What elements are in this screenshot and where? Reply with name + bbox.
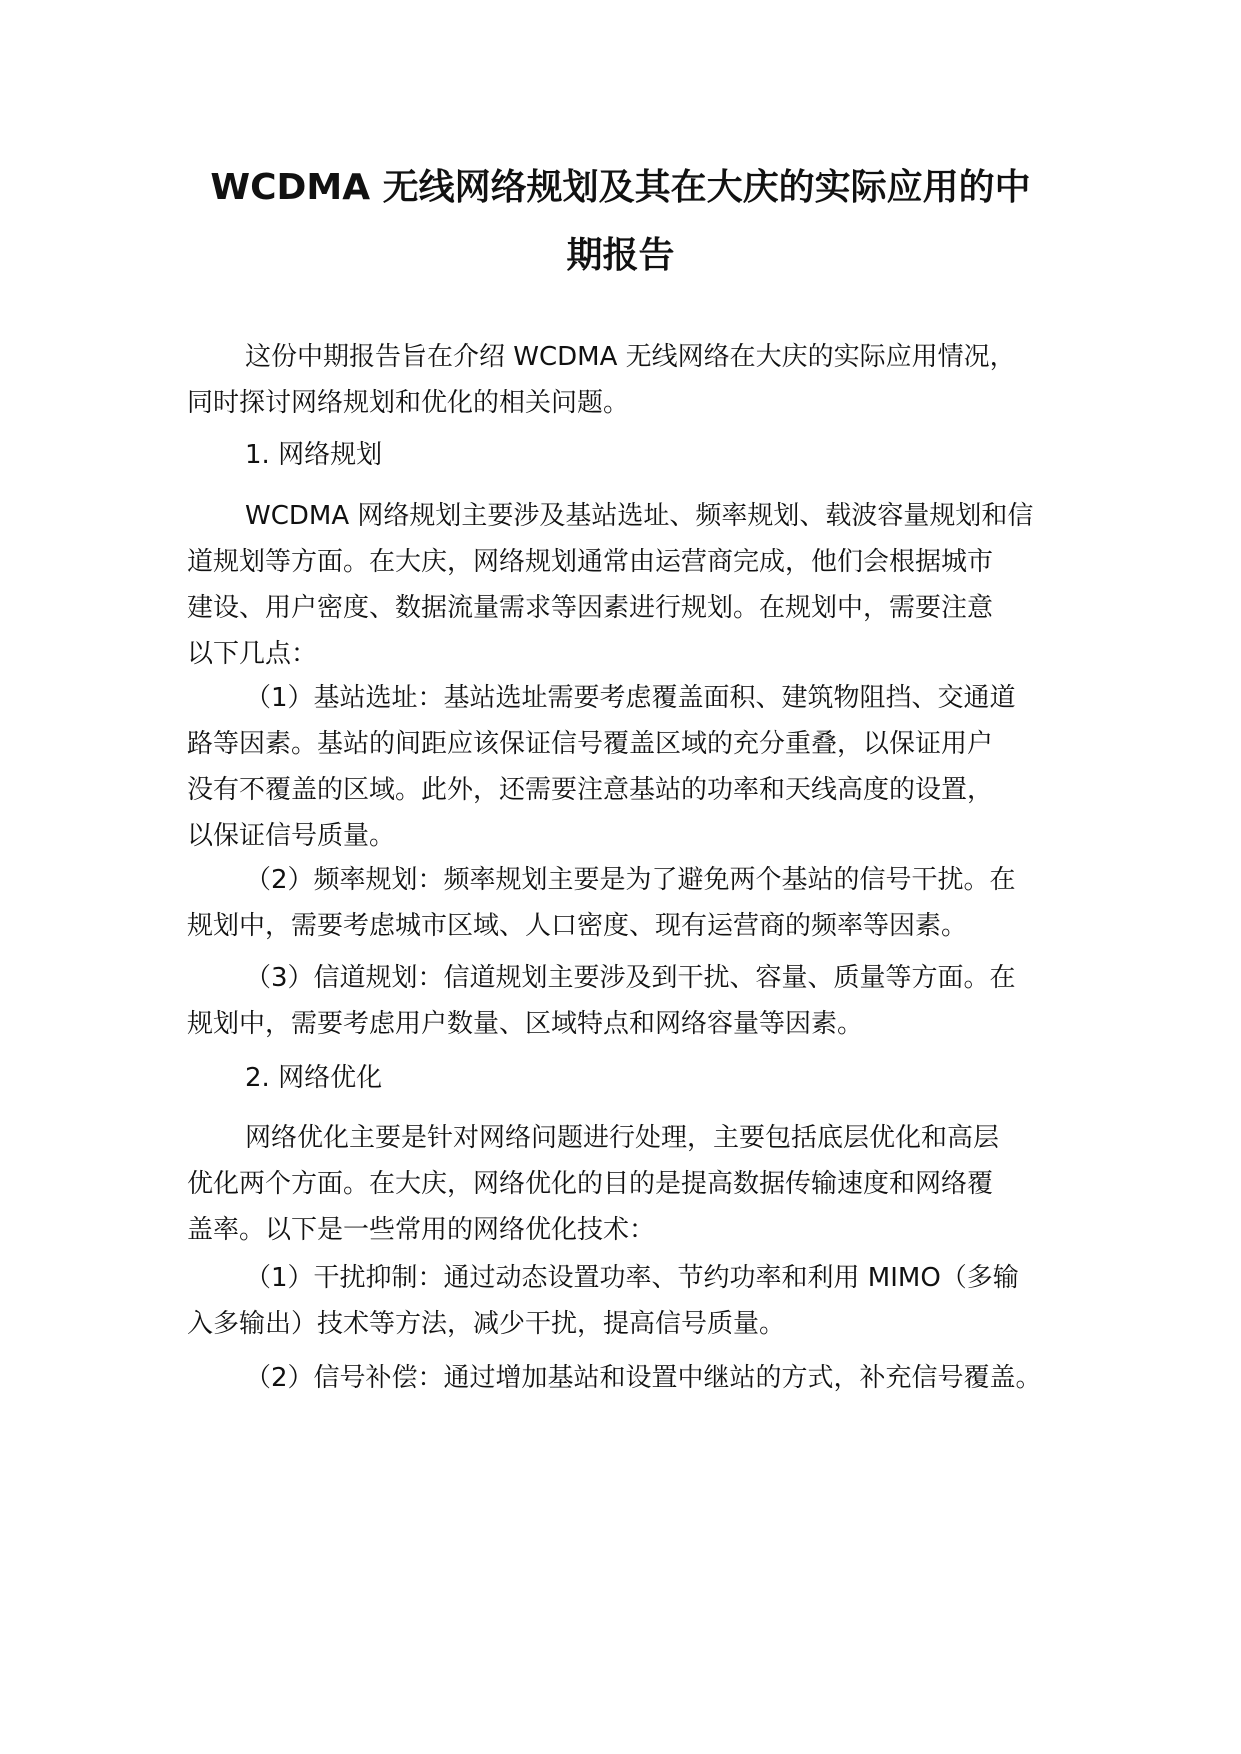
text-line: （1）干扰抑制：通过动态设置功率、节约功率和利用 MIMO（多输 (245, 1263, 1019, 1293)
text-line: 网络优化主要是针对网络问题进行处理，主要包括底层优化和高层 (245, 1123, 1000, 1153)
planning-paragraph (187, 493, 1087, 677)
channel-planning-paragraph (187, 955, 1087, 1047)
text-line: 路等因素。基站的间距应该保证信号覆盖区域的充分重叠，以保证用户 (187, 729, 994, 759)
text-line: （3）信道规划：信道规划主要涉及到干扰、容量、质量等方面。在 (245, 963, 1016, 993)
text-line: WCDMA 网络规划主要涉及基站选址、频率规划、载波容量规划和信 (245, 501, 1034, 531)
signal-compensation-paragraph (187, 1355, 1087, 1401)
text-line: 没有不覆盖的区域。此外，还需要注意基站的功率和天线高度的设置， (187, 775, 994, 805)
optimization-paragraph (187, 1115, 1087, 1253)
text-line: 1. 网络规划 (245, 440, 383, 470)
site-selection-paragraph (187, 675, 1087, 859)
text-line: 道规划等方面。在大庆，网络规划通常由运营商完成，他们会根据城市 (187, 547, 994, 577)
section-heading-network-optimization (187, 1055, 1087, 1101)
text-line: 规划中，需要考虑用户数量、区域特点和网络容量等因素。 (187, 1009, 864, 1039)
section-heading-network-planning (187, 432, 1087, 478)
document-title-line-1: WCDMA 无线网络规划及其在大庆的实际应用的中 (210, 167, 1031, 208)
text-line: （1）基站选址：基站选址需要考虑覆盖面积、建筑物阻挡、交通道 (245, 683, 1016, 713)
text-line: 建设、用户密度、数据流量需求等因素进行规划。在规划中，需要注意 (187, 593, 994, 623)
text-line: 优化两个方面。在大庆，网络优化的目的是提高数据传输速度和网络覆 (187, 1169, 994, 1199)
text-line: 盖率。以下是一些常用的网络优化技术： (187, 1215, 656, 1245)
text-line: 以保证信号质量。 (187, 821, 396, 851)
text-line: 规划中，需要考虑城市区域、人口密度、现有运营商的频率等因素。 (187, 911, 968, 941)
intro-paragraph (187, 334, 1087, 426)
text-line: （2）频率规划：频率规划主要是为了避免两个基站的信号干扰。在 (245, 865, 1016, 895)
text-line: 这份中期报告旨在介绍 WCDMA 无线网络在大庆的实际应用情况， (245, 342, 1016, 372)
text-line: 入多输出）技术等方法，减少干扰，提高信号质量。 (187, 1309, 786, 1339)
text-line: 2. 网络优化 (245, 1063, 383, 1093)
text-line: （2）信号补偿：通过增加基站和设置中继站的方式，补充信号覆盖。 (245, 1363, 1042, 1393)
document-title-line-2: 期报告 (566, 235, 675, 276)
text-line: 同时探讨网络规划和优化的相关问题。 (187, 388, 630, 418)
frequency-planning-paragraph (187, 857, 1087, 949)
text-line: 以下几点： (187, 639, 318, 669)
interference-suppression-paragraph (187, 1255, 1087, 1347)
